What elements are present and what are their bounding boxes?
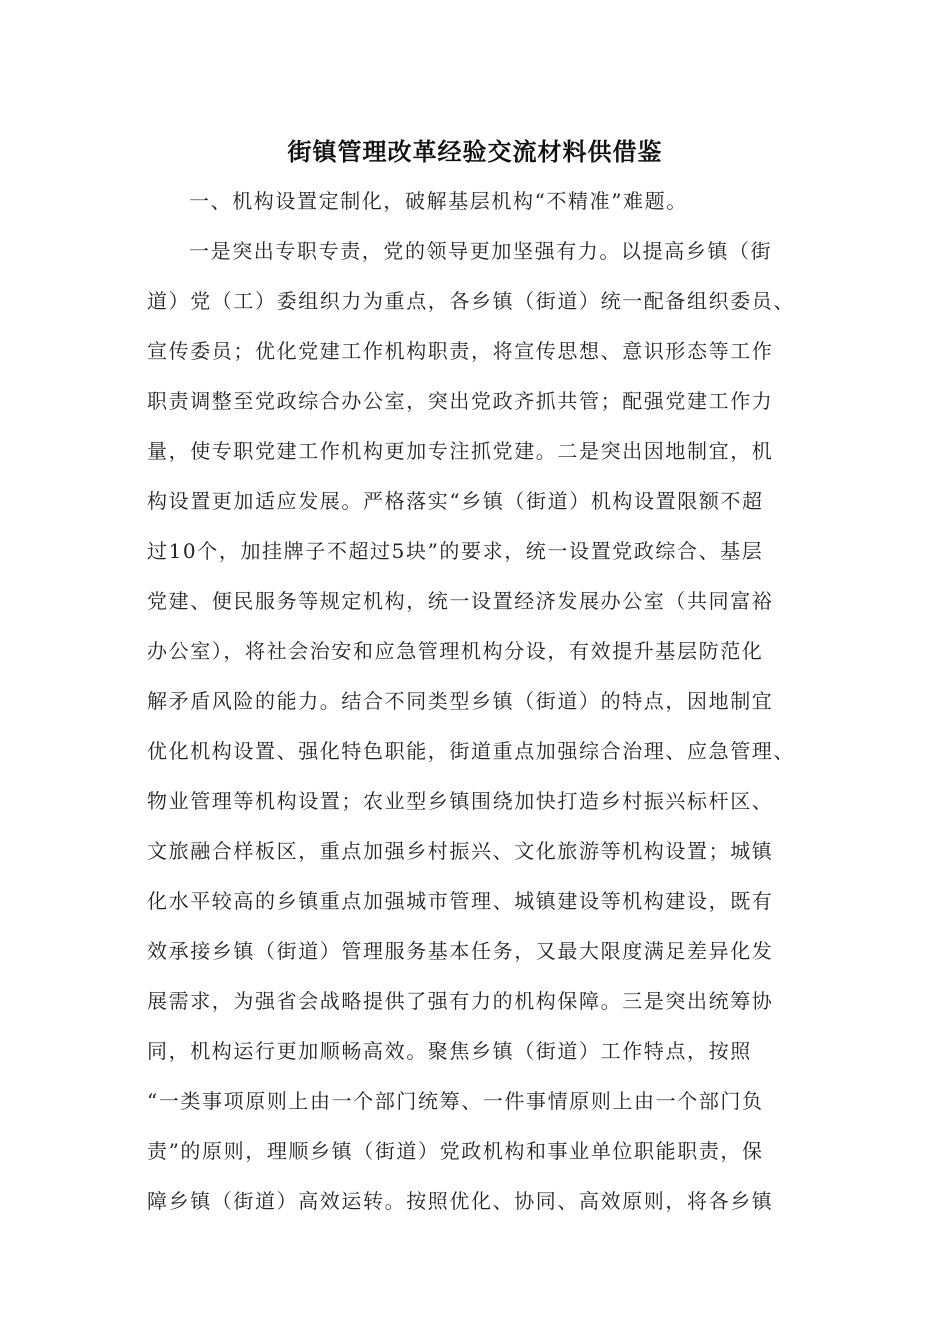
document-title: 街镇管理改革经验交流材料供借鉴 [287,137,663,166]
paragraph-line: 障乡镇（街道）高效运转。按照优化、协同、高效原则，将各乡镇 [147,1189,774,1213]
paragraph-line: 宣传委员；优化党建工作机构职责，将宣传思想、意识形态等工作 [147,339,774,363]
paragraph-line: 过10个，加挂牌子不超过5块”的要求，统一设置党政综合、基层 [147,539,764,563]
paragraph-line: 构设置更加适应发展。严格落实“乡镇（街道）机构设置限额不超 [147,489,764,513]
paragraph-line: “一类事项原则上由一个部门统筹、一件事情原则上由一个部门负 [147,1089,764,1113]
paragraph-line: 办公室），将社会治安和应急管理机构分设，有效提升基层防范化 [147,639,764,663]
paragraph-line: 效承接乡镇（街道）管理服务基本任务，又最大限度满足差异化发 [147,939,774,963]
paragraph-line: 道）党（工）委组织力为重点，各乡镇（街道）统一配备组织委员、 [147,289,795,313]
paragraph-line: 化水平较高的乡镇重点加强城市管理、城镇建设等机构建设，既有 [147,889,774,913]
paragraph-line: 职责调整至党政综合办公室，突出党政齐抓共管；配强党建工作力 [147,389,774,413]
paragraph-line: 责”的原则，理顺乡镇（街道）党政机构和事业单位职能职责，保 [147,1139,764,1163]
paragraph-line: 党建、便民服务等规定机构，统一设置经济发展办公室（共同富裕 [147,589,774,613]
paragraph-line: 展需求，为强省会战略提供了强有力的机构保障。三是突出统筹协 [147,989,774,1013]
paragraph-line: 解矛盾风险的能力。结合不同类型乡镇（街道）的特点，因地制宜 [147,689,774,713]
paragraph-line: 一是突出专职专责，党的领导更加坚强有力。以提高乡镇（街 [189,239,773,263]
section-heading: 一、机构设置定制化，破解基层机构“不精准”难题。 [189,189,688,213]
paragraph-line: 同，机构运行更加顺畅高效。聚焦乡镇（街道）工作特点，按照 [147,1039,752,1063]
paragraph-line: 优化机构设置、强化特色职能，街道重点加强综合治理、应急管理、 [147,739,795,763]
paragraph-line: 物业管理等机构设置；农业型乡镇围绕加快打造乡村振兴标杆区、 [147,789,774,813]
paragraph-line: 文旅融合样板区，重点加强乡村振兴、文化旅游等机构设置；城镇 [147,839,774,863]
paragraph-line: 量，使专职党建工作机构更加专注抓党建。二是突出因地制宜，机 [147,439,774,463]
